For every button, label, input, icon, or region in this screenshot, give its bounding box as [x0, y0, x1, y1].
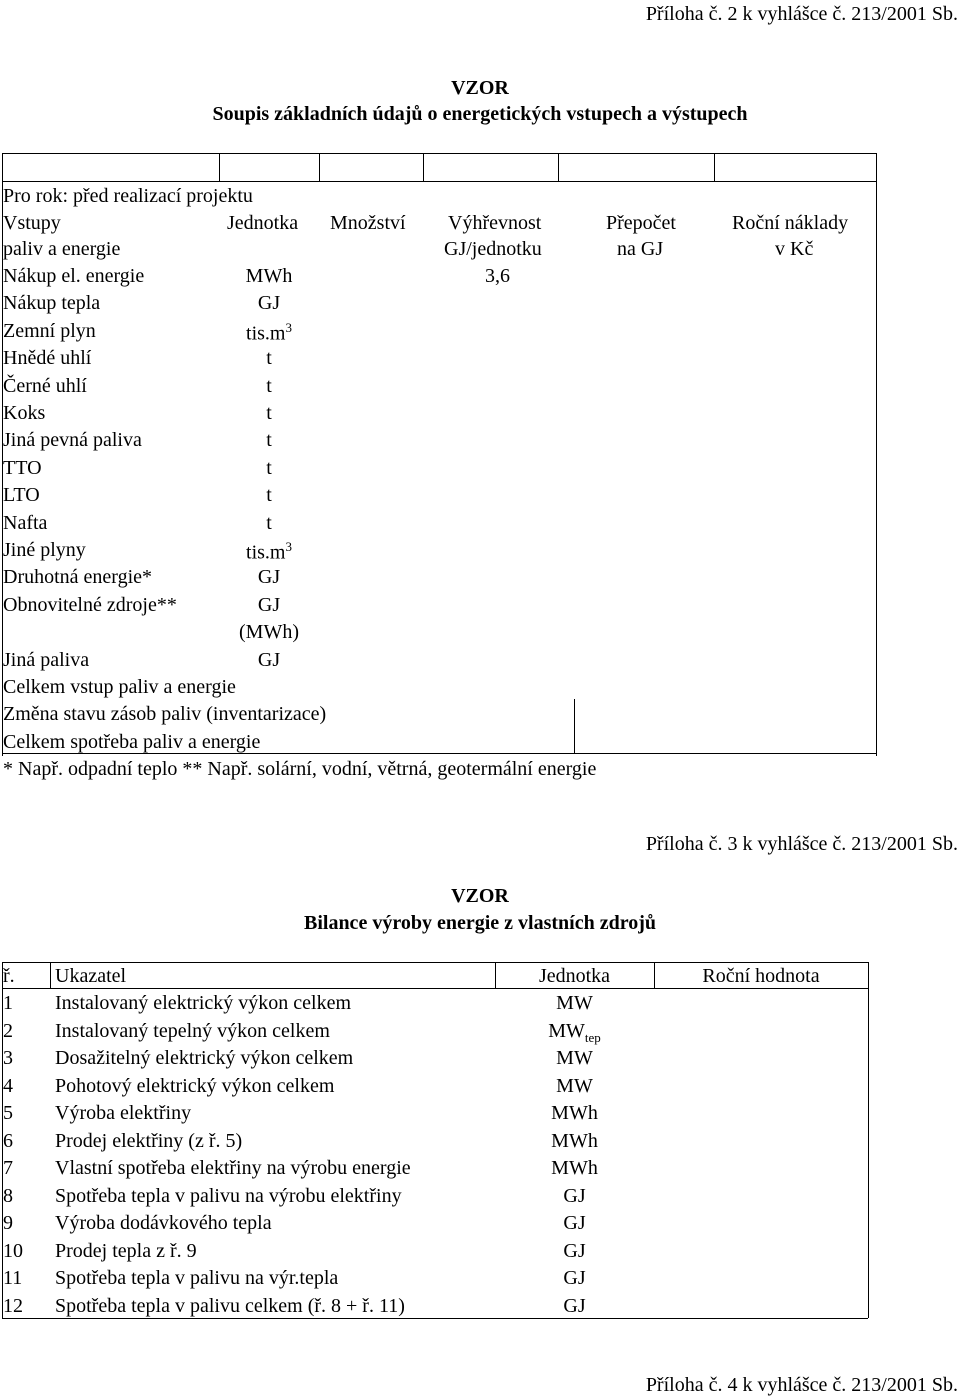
- row-unit-text: tis.m: [246, 322, 286, 345]
- row-unit-text: GJ: [563, 1239, 586, 1262]
- table1-col-divider: [219, 153, 220, 181]
- row-unit-text: MWh: [551, 1157, 598, 1179]
- row-unit-text: MW: [556, 1047, 593, 1069]
- row-unit: [495, 1131, 654, 1151]
- row-input-name: Jiná paliva: [3, 648, 90, 671]
- row-number: 3: [3, 1047, 13, 1069]
- table1-top-border: [2, 153, 876, 154]
- table2-col-divider: [50, 962, 51, 988]
- annex-4-header: Příloha č. 4 k vyhlášce č. 213/2001 Sb.: [645, 1374, 958, 1396]
- table2-top-border: [2, 962, 868, 963]
- row-input-name: Zemní plyn: [3, 319, 96, 342]
- row-unit-sup: 3: [285, 319, 292, 335]
- row-indicator: Prodej elektřiny (z ř. 5): [55, 1129, 243, 1152]
- row-unit-text: MW: [556, 1074, 593, 1097]
- row-unit-text: GJ: [257, 292, 281, 315]
- row-unit: [219, 293, 319, 313]
- row-unit-text: t: [266, 456, 272, 479]
- row-unit: [219, 348, 319, 368]
- subtitle-energy-balance: Bilance výroby energie z vlastních zdrojů: [303, 912, 656, 934]
- row-unit: [219, 321, 319, 344]
- col-conv-2: na GJ: [617, 238, 664, 260]
- row-unit-text: MWh: [551, 1129, 598, 1152]
- row-heat-value: 3,6: [485, 265, 510, 287]
- table1-col-divider: [558, 153, 559, 181]
- row-unit-text: GJ: [257, 593, 281, 616]
- annex-2-header: Příloha č. 2 k vyhlášce č. 213/2001 Sb.: [645, 3, 958, 25]
- table2-header-border: [2, 988, 868, 989]
- row-unit-text: t: [266, 511, 272, 534]
- row-unit: [219, 622, 319, 642]
- row-number: 5: [3, 1102, 13, 1124]
- row-input-name: Změna stavu zásob paliv (inventarizace): [3, 703, 327, 726]
- row-indicator: Dosažitelný elektrický výkon celkem: [55, 1047, 354, 1069]
- row-unit: [495, 1241, 654, 1261]
- subtitle-energy-inputs: Soupis základních údajů o energetických vstupech a výstupech: [212, 103, 748, 125]
- row-unit-text: MWh: [245, 265, 293, 287]
- row-input-name: Obnovitelné zdroje**: [3, 593, 177, 616]
- row-unit: [219, 266, 319, 286]
- table1-right-border: [876, 153, 877, 756]
- row-unit: [219, 567, 319, 587]
- title-vzor-1: VZOR: [451, 77, 509, 99]
- row-input-name: Nákup tepla: [3, 292, 101, 315]
- col-indicator-header: Ukazatel: [55, 965, 127, 987]
- row-unit-text: t: [266, 374, 272, 397]
- row-indicator: Spotřeba tepla v palivu na výr.tepla: [55, 1267, 339, 1289]
- row-unit-text: MW: [556, 992, 593, 1014]
- row-unit: [219, 540, 319, 563]
- row-input-name: Druhotná energie*: [3, 566, 153, 589]
- row-unit-text: GJ: [257, 648, 281, 671]
- row-unit-text: GJ: [563, 1294, 586, 1317]
- table1-header-border: [2, 181, 876, 182]
- row-unit-text: GJ: [563, 1212, 586, 1234]
- row-indicator: Výroba elektřiny: [55, 1102, 192, 1124]
- row-unit: [495, 993, 654, 1013]
- row-input-name: Černé uhlí: [3, 374, 87, 397]
- row-unit: [219, 403, 319, 423]
- row-number: 7: [3, 1157, 13, 1179]
- row-number: 11: [3, 1267, 23, 1289]
- row-unit: [219, 650, 319, 670]
- row-input-name: Jiné plyny: [3, 539, 86, 561]
- row-indicator: Spotřeba tepla v palivu celkem (ř. 8 + ř. 11): [55, 1294, 405, 1317]
- row-indicator: Instalovaný tepelný výkon celkem: [55, 1019, 330, 1042]
- row-indicator: Vlastní spotřeba elektřiny na výrobu energie: [55, 1157, 411, 1179]
- row-input-name: Jiná pevná paliva: [3, 429, 142, 452]
- title-vzor-2: VZOR: [451, 885, 509, 907]
- col-unit-header: Jednotka: [227, 212, 299, 234]
- row-unit: [495, 1021, 654, 1044]
- row-unit: [219, 376, 319, 396]
- row-unit-text: GJ: [563, 1184, 586, 1207]
- col-unit-header: Jednotka: [538, 965, 611, 987]
- row-unit: [219, 458, 319, 478]
- row-unit-text: GJ: [563, 1267, 586, 1289]
- row-unit: [219, 595, 319, 615]
- table1-col-divider: [319, 153, 320, 181]
- col-qty-header: Množství: [330, 212, 406, 234]
- row-unit-text: t: [266, 429, 272, 452]
- row-number: 12: [3, 1294, 23, 1317]
- row-number: 2: [3, 1019, 13, 1042]
- row-input-name: Celkem spotřeba paliv a energie: [3, 730, 261, 753]
- row-number: 10: [3, 1239, 23, 1262]
- table1-col-divider: [423, 153, 424, 181]
- row-input-name: Nafta: [3, 511, 48, 534]
- year-label: Pro rok: před realizací projektu: [3, 185, 253, 207]
- col-conv-1: Přepočet: [606, 212, 676, 234]
- row-unit: [495, 1296, 654, 1316]
- row-unit-sup: 3: [285, 539, 292, 554]
- table1-col-divider: [714, 153, 715, 181]
- row-unit: [219, 513, 319, 533]
- row-unit-text: GJ: [257, 566, 281, 589]
- row-indicator: Spotřeba tepla v palivu na výrobu elektřiny: [55, 1184, 402, 1207]
- col-inputs-2: paliv a energie: [3, 238, 121, 260]
- row-indicator: Pohotový elektrický výkon celkem: [55, 1074, 335, 1097]
- row-unit-text: MW: [548, 1019, 585, 1042]
- row-unit: [495, 1186, 654, 1206]
- row-number: 8: [3, 1184, 13, 1207]
- row-input-name: Koks: [3, 402, 46, 424]
- col-cost-1: Roční náklady: [732, 212, 849, 234]
- row-unit: [495, 1213, 654, 1233]
- row-unit: [219, 430, 319, 450]
- row-unit-text: (MWh): [239, 621, 299, 644]
- row-unit: [219, 485, 319, 505]
- table2-bottom-border: [2, 1318, 868, 1319]
- row-unit: [495, 1158, 654, 1178]
- row-number: 6: [3, 1129, 13, 1152]
- row-indicator: Výroba dodávkového tepla: [55, 1212, 272, 1234]
- row-unit: [495, 1268, 654, 1288]
- annex-3-header: Příloha č. 3 k vyhlášce č. 213/2001 Sb.: [645, 833, 958, 855]
- row-unit-text: t: [266, 484, 272, 507]
- row-indicator: Instalovaný elektrický výkon celkem: [55, 992, 352, 1014]
- row-input-name: Nákup el. energie: [3, 265, 145, 287]
- row-unit: [495, 1103, 654, 1123]
- table1-footnote: * Např. odpadní teplo ** Např. solární, vodní, větrná, geotermální energie: [3, 758, 597, 780]
- row-input-name: Hnědé uhlí: [3, 347, 92, 370]
- row-unit-sub: tep: [584, 1029, 601, 1045]
- row-number: 1: [3, 992, 13, 1014]
- row-unit-text: tis.m: [246, 541, 286, 564]
- table1-summary-divider: [574, 699, 575, 753]
- row-indicator: Prodej tepla z ř. 9: [55, 1239, 197, 1262]
- row-unit-text: MWh: [551, 1102, 598, 1124]
- row-number: 4: [3, 1074, 13, 1097]
- col-heat-2: GJ/jednotku: [444, 238, 542, 260]
- row-input-name: LTO: [3, 484, 40, 507]
- row-number: 9: [3, 1212, 13, 1234]
- row-unit-text: t: [266, 347, 272, 370]
- row-unit-text: t: [266, 402, 272, 424]
- col-heat-1: Výhřevnost: [448, 212, 542, 234]
- row-input-name: TTO: [3, 456, 42, 479]
- row-unit: [495, 1076, 654, 1096]
- row-input-name: Celkem vstup paliv a energie: [3, 676, 236, 698]
- table1-bottom-border: [2, 753, 876, 754]
- row-unit: [495, 1048, 654, 1068]
- col-cost-2: v Kč: [775, 238, 814, 260]
- table2-right-border: [868, 962, 869, 1318]
- col-value-header: Roční hodnota: [702, 965, 820, 987]
- col-num-header: ř.: [3, 965, 15, 987]
- col-inputs-1: Vstupy: [3, 212, 61, 234]
